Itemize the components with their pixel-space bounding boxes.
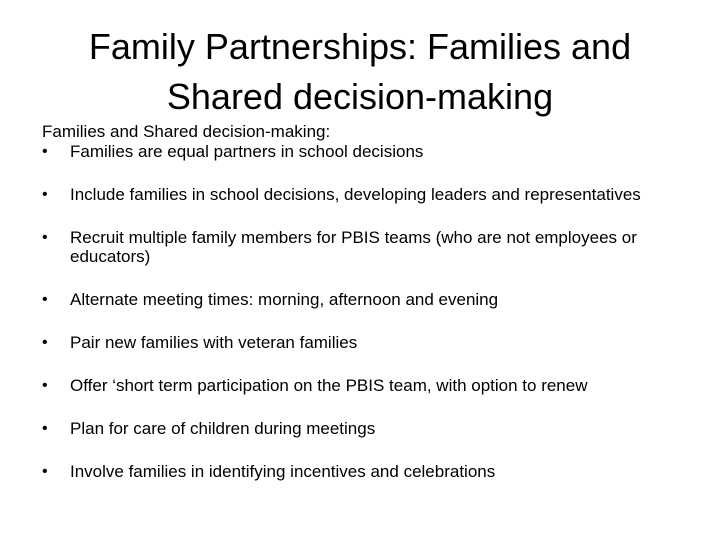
bullet-item xyxy=(42,419,702,438)
slide-title-line-2: Shared decision-making xyxy=(166,76,554,117)
bullet-item xyxy=(42,462,702,481)
bullet-list xyxy=(42,142,702,481)
bullet-text: Plan for care of children during meetings xyxy=(70,419,376,438)
bullet-icon: • xyxy=(42,291,48,308)
bullet-item xyxy=(42,333,702,352)
bullet-icon: • xyxy=(42,377,48,394)
slide-body xyxy=(42,122,702,481)
bullet-item xyxy=(42,290,702,309)
slide-title-line-1: Family Partnerships: Families and xyxy=(88,26,632,67)
bullet-text: Include families in school decisions, developing leaders and representatives xyxy=(70,185,641,204)
slide-title xyxy=(36,22,684,122)
bullet-icon: • xyxy=(42,463,48,480)
bullet-text: Involve families in identifying incentives and celebrations xyxy=(70,462,496,481)
bullet-text: Offer ‘short term participation on the PBIS team, with option to renew xyxy=(70,376,588,395)
bullet-icon: • xyxy=(42,229,48,246)
bullet-text: Alternate meeting times: morning, afternoon and evening xyxy=(70,290,499,309)
bullet-text: Recruit multiple family members for PBIS teams (who are not employees or educators) xyxy=(70,228,637,266)
bullet-icon: • xyxy=(42,143,48,160)
bullet-item xyxy=(42,185,702,204)
bullet-icon: • xyxy=(42,420,48,437)
bullet-text: Families are equal partners in school decisions xyxy=(70,142,424,161)
bullet-icon: • xyxy=(42,334,48,351)
bullet-text: Pair new families with veteran families xyxy=(70,333,358,352)
bullet-item xyxy=(42,228,702,266)
bullet-icon: • xyxy=(42,186,48,203)
bullet-item xyxy=(42,376,702,395)
section-heading: Families and Shared decision-making: xyxy=(42,122,331,141)
bullet-item xyxy=(42,142,702,161)
